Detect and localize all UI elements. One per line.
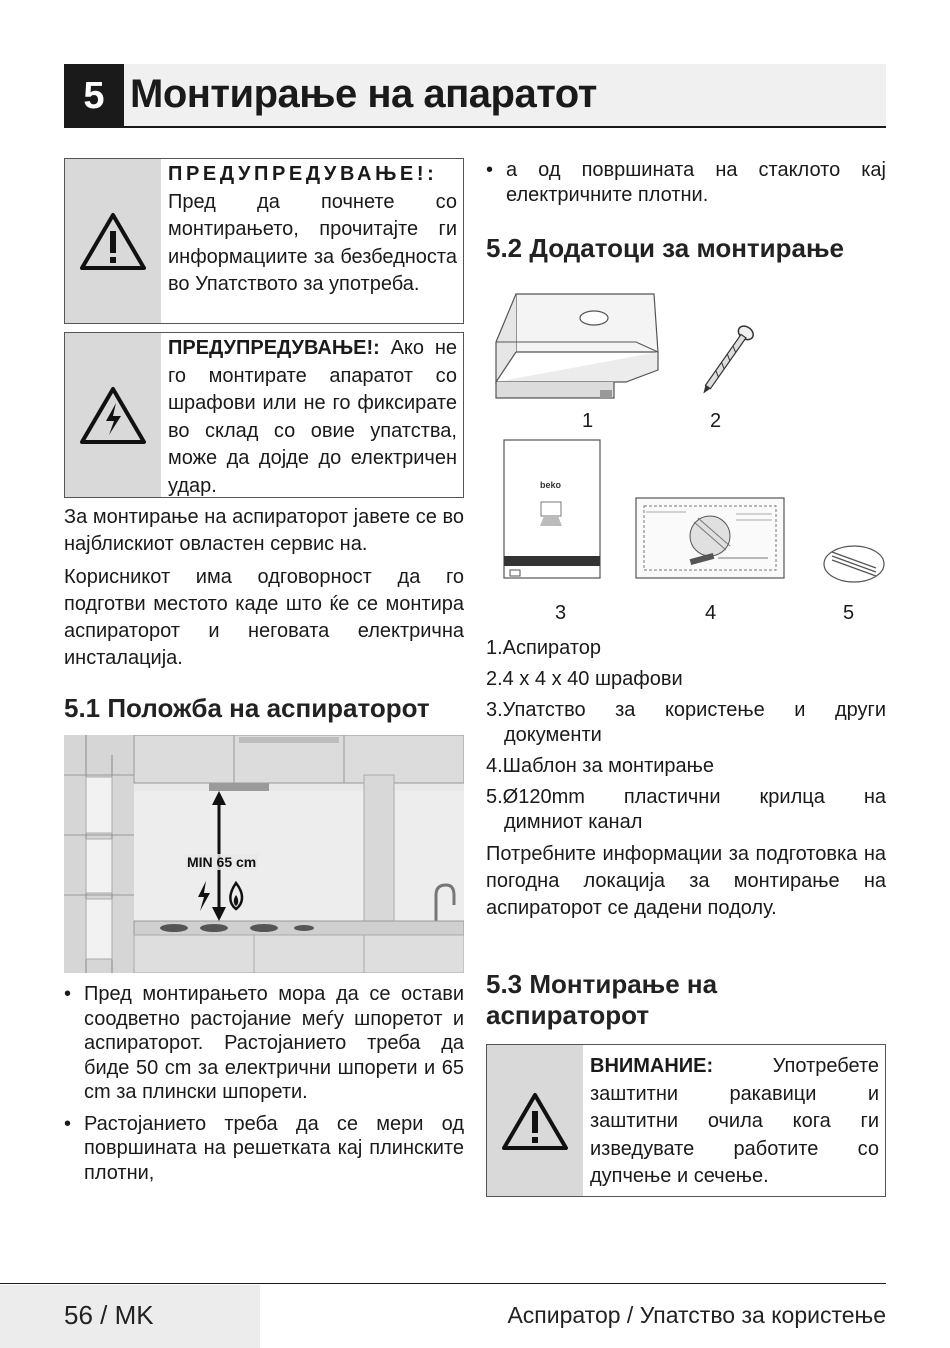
list-item-text: 4.Шаблон за монтирање <box>486 755 715 777</box>
section-5-3-line-1: 5.3 Монтирање на <box>486 969 718 999</box>
chapter-number: 5 <box>64 64 124 128</box>
bullet-measure-text: Растојанието треба да се мери од површината на решетката кај плинските плотни, <box>84 1112 464 1184</box>
bullet-distance-text: Пред монтирањето мора да се остави соодветно растојание меѓу шпоретот и аспираторот. Растојанието треба да биде 50 cm за електрични шпорети и 65 cm за плински шпорети. <box>84 983 464 1103</box>
user-responsibility-paragraph: Корисникот има одговорност да го подготви местото каде што ќе се монтира аспираторот и неговата електрична инсталација. <box>64 566 464 669</box>
section-5-3-heading <box>486 969 717 1031</box>
warning-triangle-icon <box>65 159 161 323</box>
list-item <box>486 754 886 779</box>
list-item: • Растојанието треба да се мери од површината на решетката кај плинските плотни, <box>64 1112 464 1184</box>
list-item <box>486 667 886 692</box>
fig-label-1: 1 <box>582 410 594 432</box>
accessories-figure <box>486 282 886 622</box>
warning-1-label: ПРЕДУПРЕДУВАЊЕ!: <box>168 163 438 185</box>
caution-triangle-icon <box>487 1045 583 1196</box>
section-5-3-line-2: аспираторот <box>486 1000 650 1030</box>
warning-box-2 <box>64 332 464 498</box>
list-item-text: 3.Упатство за користење и други <box>486 699 886 721</box>
list-item-continuation: димниот канал <box>504 811 643 833</box>
warning-box-1 <box>64 158 464 324</box>
section-5-1-heading: 5.1 Положба на аспираторот <box>64 693 430 723</box>
min-distance-label: MIN 65 cm <box>187 854 257 870</box>
bullet-continuation: • а од површината на стаклото кај електричните плотни. <box>486 159 886 206</box>
service-paragraph: За монтирање на аспираторот јавете се во најблискиот овластен сервис на. <box>64 506 464 555</box>
hood-position-figure <box>64 735 464 973</box>
footer-rule <box>0 1283 886 1284</box>
location-info-paragraph: Потребните информации за подготовка на погодна локација за монтирање на аспираторот се дадени подолу. <box>486 843 886 919</box>
caution-label: ВНИМАНИЕ: <box>590 1055 714 1077</box>
caution-box <box>486 1044 886 1197</box>
list-item-text: 1.Аспиратор <box>486 637 602 659</box>
warning-2-label: ПРЕДУПРЕДУВАЊЕ!: <box>168 337 380 359</box>
section-5-2-heading: 5.2 Додатоци за монтирање <box>486 233 844 263</box>
list-item <box>486 698 886 748</box>
manual-brand-text: beko <box>540 480 562 490</box>
list-item <box>486 636 886 661</box>
accessories-list <box>486 636 886 835</box>
list-item-text: 2.4 x 4 x 40 шрафови <box>486 668 683 690</box>
bullet-glass-text: а од површината на стаклото кај електричните плотни. <box>506 159 886 206</box>
fig-label-4: 4 <box>705 602 717 624</box>
chapter-title: Монтирање на апаратот <box>130 72 597 116</box>
list-item <box>486 785 886 835</box>
warning-2-text: Ако не го монтирате апаратот со шрафови или не го фиксирате во склад со овие упатства, може да дојде до електричен удар. <box>168 337 457 497</box>
list-item-text: 5.Ø120mm пластични крилца на <box>486 786 886 808</box>
caution-text: Употребете заштитни ракавици и заштитни очила кога ги изведувате работите со дупчење и сечење. <box>590 1055 879 1187</box>
warning-1-text: Пред да почнете со монтирањето, прочитајте ги информациите за безбедноста во Упатството за употреба. <box>168 190 457 295</box>
list-item-continuation: документи <box>504 724 602 746</box>
fig-label-2: 2 <box>710 410 722 432</box>
header-rule <box>64 126 886 128</box>
bullet-list-left <box>64 982 464 1185</box>
list-item: • Пред монтирањето мора да се остави соодветно растојание меѓу шпоретот и аспираторот. Растојанието треба да биде 50 cm за електрични шпорети и 65 cm за плински шпорети. <box>64 983 464 1103</box>
fig-label-5: 5 <box>843 602 855 624</box>
page-number: 56 / MK <box>64 1300 154 1330</box>
footer-title: Аспиратор / Упатство за користење <box>507 1302 886 1328</box>
fig-label-3: 3 <box>555 602 567 624</box>
electric-hazard-icon <box>65 333 161 497</box>
